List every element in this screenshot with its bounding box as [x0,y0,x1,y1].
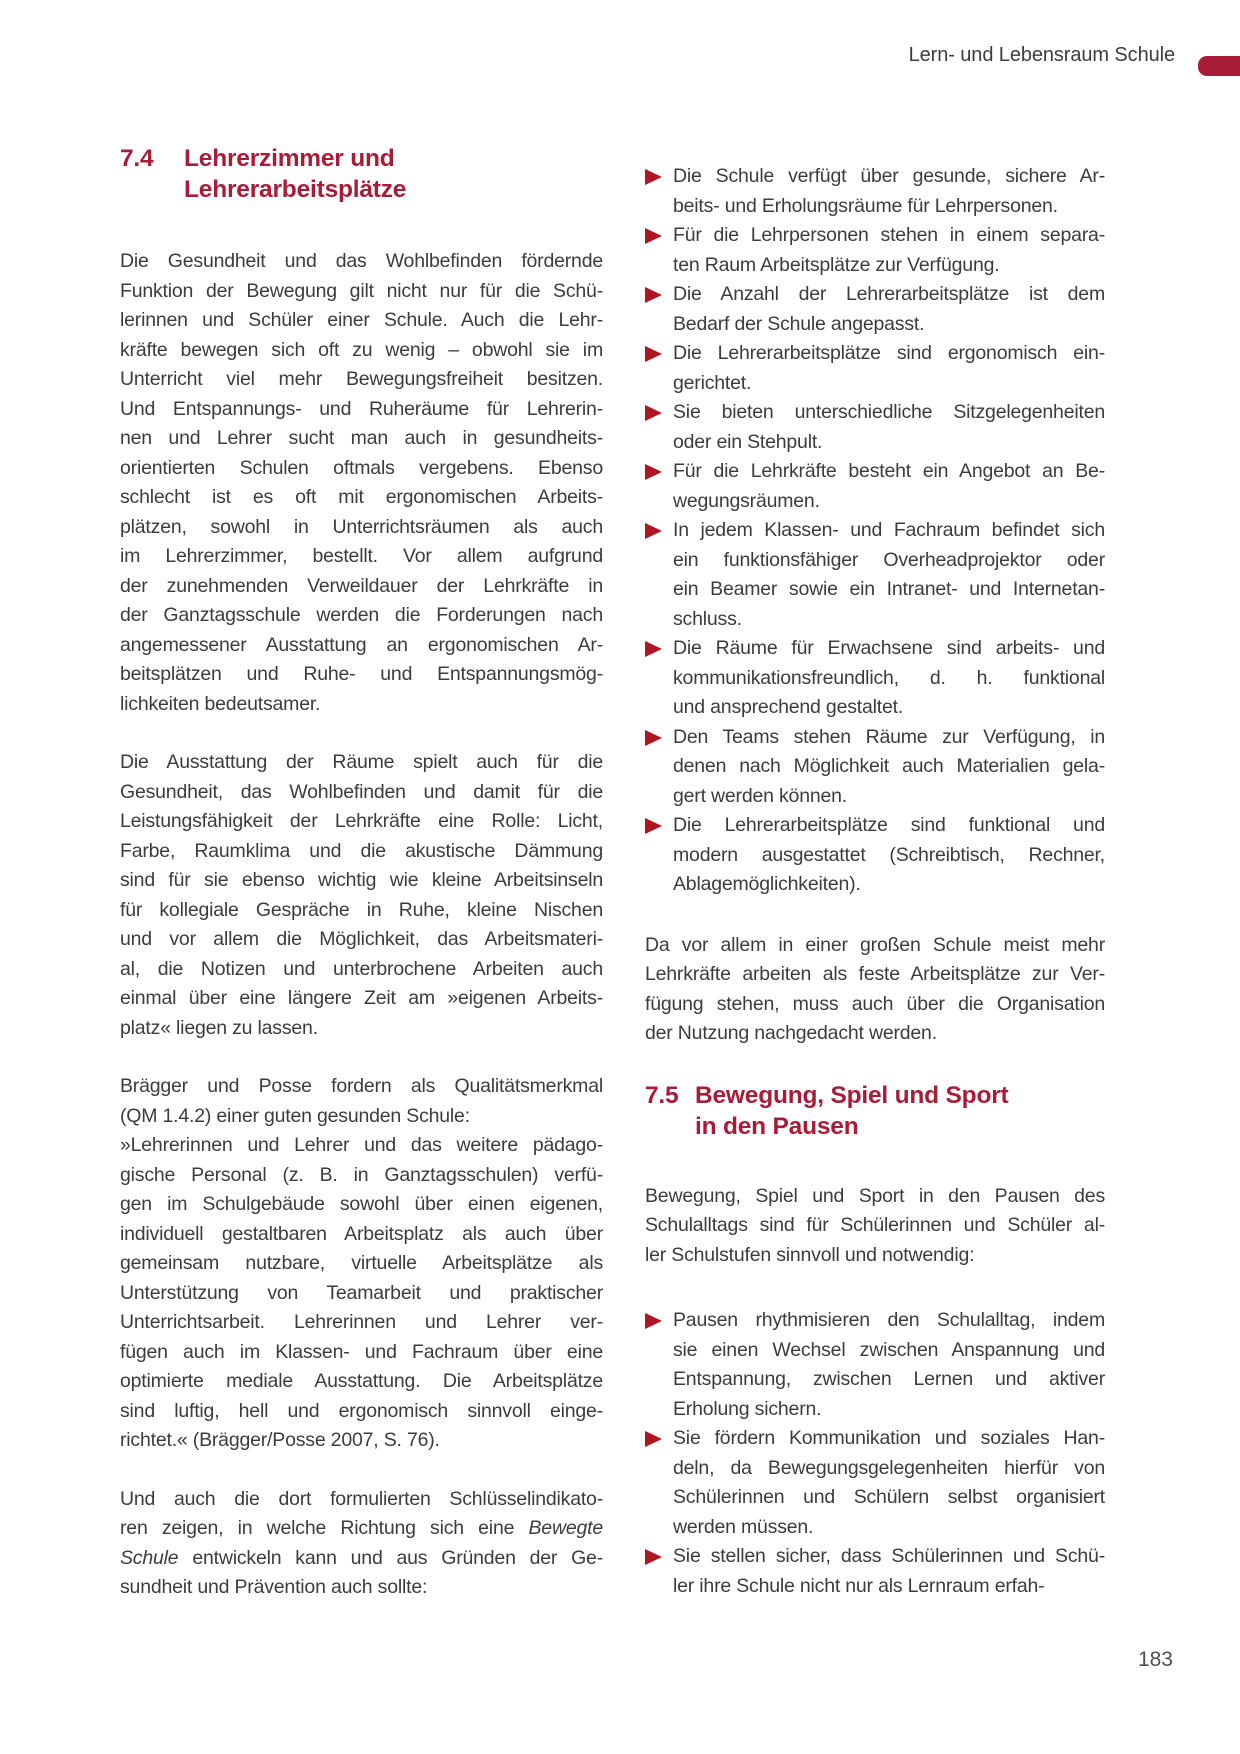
text-line: Entspannung, zwischen Lernen und aktiver [673,1368,1105,1390]
text-line: Für die Lehrpersonen stehen in einem separa- [673,224,1105,246]
text-line: ren zeigen, in welche Richtung sich eine Bewegte [120,1517,603,1539]
text-line: fügen auch im Klassen- und Fachraum über eine [120,1340,603,1363]
right-column [645,162,1105,1601]
section-number: 7.5 [645,1081,679,1109]
text-line: Bedarf der Schule angepasst. [673,312,925,335]
bullet-triangle-icon [645,1549,662,1565]
text-line: sind luftig, hell und ergonomisch sinnvoll einge- [120,1399,603,1422]
text-line: Die Gesundheit und das Wohlbefinden fördernde [120,250,603,272]
text-line: und vor allem die Möglichkeit, das Arbeitsmateri- [120,928,603,950]
text-line: wegungsräumen. [673,489,820,512]
text-line: In jedem Klassen- und Fachraum befindet sich [673,519,1105,541]
list-item-text [673,221,1105,280]
text-line: schlecht ist es oft mit ergonomischen Arbeits- [120,486,603,508]
list-item [645,723,1105,812]
list-item-text [673,1424,1105,1542]
bullet-triangle-icon [645,730,662,746]
text-line: al, die Notizen und unterbrochene Arbeiten auch [120,957,603,980]
bullet-triangle-icon [645,1313,662,1329]
left-column [120,143,603,1632]
text-line: ein funktionsfähiger Overheadprojektor oder [673,548,1105,571]
list-item [645,457,1105,516]
text-line: Unterstützung von Teamarbeit und praktischer [120,1281,603,1304]
bullet-triangle-icon [645,405,662,421]
text-line: ten Raum Arbeitsplätze zur Verfügung. [673,253,1000,276]
list-item-text [673,280,1105,339]
text-line: Pausen rhythmisieren den Schulalltag, indem [673,1309,1105,1331]
text-line: gemeinsam nutzbare, virtuelle Arbeitsplätze als [120,1252,603,1274]
text-line: ler Schulstufen sinnvoll und notwendig: [645,1243,975,1266]
list-item-text [673,339,1105,398]
text-line: denen nach Möglichkeit auch Materialien gela- [673,755,1105,777]
text-line: Ablagemöglichkeiten). [673,873,861,895]
list-item-text [673,457,1105,516]
bullet-triangle-icon [645,523,662,539]
text-line: und ansprechend gestaltet. [673,696,904,718]
section-title-line: in den Pausen [695,1112,859,1140]
text-line: im Lehrerzimmer, bestellt. Vor allem aufgrund [120,545,603,567]
body-paragraph [645,931,1105,1049]
list-item-text [673,162,1105,221]
text-line: gerichtet. [673,371,752,394]
text-line: beitsplätzen und Ruhe- und Entspannungsmög- [120,663,603,685]
text-line: der zunehmenden Verweildauer der Lehrkräfte in [120,574,603,597]
text-line: Sie stellen sicher, dass Schülerinnen und Schü- [673,1545,1105,1567]
text-line: Die Schule verfügt über gesunde, sichere Ar- [673,165,1105,187]
list-item [645,516,1105,634]
section-number: 7.4 [120,145,154,172]
text-line: ler ihre Schule nicht nur als Lernraum erfah- [673,1574,1045,1597]
section-title [695,1080,1009,1142]
chapter-tab-marker [1198,56,1240,76]
list-item [645,811,1105,900]
list-item [645,1424,1105,1542]
list-item [645,280,1105,339]
text-line: orientierten Schulen oftmals vergebens. Ebenso [120,456,603,479]
text-line: Schülerinnen und Schülern selbst organisiert [673,1486,1105,1508]
bullet-triangle-icon [645,464,662,480]
text-line: richtet.« (Brägger/Posse 2007, S. 76). [120,1429,440,1451]
bullet-triangle-icon [645,169,662,185]
text-line: plätzen, sowohl in Unterrichtsräumen als auch [120,515,603,538]
text-line: Funktion der Bewegung gilt nicht nur für die Schü- [120,279,603,302]
list-item [645,221,1105,280]
body-paragraph [120,1485,603,1603]
list-item [645,339,1105,398]
text-line: Und auch die dort formulierten Schlüsselindikato- [120,1487,603,1510]
text-line: nen und Lehrer sucht man auch in gesundheits- [120,427,603,449]
text-line: kräfte bewegen sich oft zu wenig – obwohl sie im [120,338,603,361]
list-item-text [673,516,1105,634]
list-item-text [673,1542,1105,1601]
text-line: Unterrichtsarbeit. Lehrerinnen und Lehrer ver- [120,1311,603,1333]
list-item [645,162,1105,221]
section-title [184,143,406,205]
text-line: Schulalltags sind für Schülerinnen und Schüler al- [645,1214,1105,1236]
text-line: Unterricht viel mehr Bewegungsfreiheit besitzen. [120,368,603,390]
text-line: Die Lehrerarbeitsplätze sind ergonomisch ein- [673,342,1105,364]
text-line: sundheit und Prävention auch sollte: [120,1576,428,1598]
text-line: Sie bieten unterschiedliche Sitzgelegenheiten [673,401,1105,423]
bullet-triangle-icon [645,346,662,362]
text-line: der Nutzung nachgedacht werden. [645,1022,937,1044]
list-item [645,1542,1105,1601]
text-line: gert werden können. [673,784,847,807]
text-line: Die Lehrerarbeitsplätze sind funktional und [673,814,1105,836]
text-line: Da vor allem in einer großen Schule meist mehr [645,933,1105,956]
bullet-triangle-icon [645,228,662,244]
list-item-text [673,634,1105,723]
text-line: für kollegiale Gespräche in Ruhe, kleine Nischen [120,898,603,921]
text-line: Schule entwickeln kann und aus Gründen der Ge- [120,1546,603,1569]
text-line: »Lehrerinnen und Lehrer und das weitere pädago- [120,1134,603,1156]
text-line: angemessener Ausstattung an ergonomischen Ar- [120,633,603,656]
text-line: Brägger und Posse fordern als Qualitätsmerkmal [120,1075,603,1097]
list-item-text [673,723,1105,812]
text-line: platz« liegen zu lassen. [120,1016,318,1039]
text-line: sie einen Wechsel zwischen Anspannung und [673,1338,1105,1361]
text-line: Lehrkräfte arbeiten als feste Arbeitsplätze zur Ver- [645,963,1105,985]
text-line: beits- und Erholungsräume für Lehrpersonen. [673,194,1058,217]
section-title-line: Bewegung, Spiel und Sport [695,1081,1009,1109]
text-line: Die Räume für Erwachsene sind arbeits- und [673,637,1105,659]
text-line: Gesundheit, das Wohlbefinden und damit für die [120,780,603,803]
list-item [645,1306,1105,1424]
text-line: lichkeiten bedeutsamer. [120,692,321,715]
body-paragraph [120,748,603,1043]
text-line: der Ganztagsschule werden die Forderungen nach [120,604,603,626]
text-line: einmal über eine längere Zeit am »eigenen Arbeits- [120,987,603,1009]
text-line: Erholung sichern. [673,1397,822,1420]
section-title-line: Lehrerarbeitsplätze [184,176,407,203]
text-line: Bewegung, Spiel und Sport in den Pausen des [645,1184,1105,1207]
text-line: fügung stehen, muss auch über die Organisation [645,992,1105,1015]
text-line: Sie fördern Kommunikation und soziales Han- [673,1427,1105,1449]
text-line: deln, da Bewegungsgelegenheiten hierfür von [673,1456,1105,1479]
text-line: oder ein Stehpult. [673,430,823,453]
text-line: sind für sie ebenso wichtig wie kleine Arbeitsinseln [120,869,603,891]
running-header: Lern- und Lebensraum Schule [908,44,1175,66]
text-line: gische Personal (z. B. in Ganztagsschulen) verfü- [120,1163,603,1186]
body-paragraph [120,247,603,719]
text-line: kommunikationsfreundlich, d. h. funktional [673,666,1105,689]
list-item [645,398,1105,457]
body-paragraph [120,1072,603,1456]
bullet-triangle-icon [645,818,662,834]
text-line: (QM 1.4.2) einer guten gesunden Schule: [120,1104,470,1127]
bullet-triangle-icon [645,641,662,657]
bullet-triangle-icon [645,287,662,303]
text-line: Leistungsfähigkeit der Lehrkräfte eine Rolle: Licht, [120,810,603,832]
section-7-5-heading [645,1080,1105,1142]
text-line: individuell gestaltbaren Arbeitsplatz als auch über [120,1222,603,1245]
text-line: lerinnen und Schüler einer Schule. Auch die Lehr- [120,309,603,331]
list-item-text [673,811,1105,900]
bullet-triangle-icon [645,1431,662,1447]
text-line: modern ausgestattet (Schreibtisch, Rechner, [673,843,1105,866]
text-line: gen im Schulgebäude sowohl über einen eigenen, [120,1193,603,1215]
text-line: werden müssen. [673,1515,814,1538]
section-title-line: Lehrerzimmer und [184,145,395,172]
list-item-text [673,398,1105,457]
text-line: ein Beamer sowie ein Intranet- und Internetan- [673,578,1105,600]
text-line: Die Anzahl der Lehrerarbeitsplätze ist dem [673,283,1105,305]
list-item [645,634,1105,723]
text-line: schluss. [673,607,742,630]
bullet-list-7-5 [645,1306,1105,1601]
text-line: Farbe, Raumklima und die akustische Dämmung [120,839,603,862]
text-line: Die Ausstattung der Räume spielt auch für die [120,751,603,773]
text-line: Den Teams stehen Räume zur Verfügung, in [673,725,1105,748]
body-paragraph [645,1182,1105,1271]
text-line: Für die Lehrkräfte besteht ein Angebot an Be- [673,460,1105,482]
bullet-list-7-4 [645,162,1105,900]
list-item-text [673,1306,1105,1424]
text-line: optimierte mediale Ausstattung. Die Arbeitsplätze [120,1370,603,1392]
page-number: 183 [1137,1648,1173,1671]
text-line: Und Entspannungs- und Ruheräume für Lehrerin- [120,397,603,420]
section-7-4-heading [120,143,603,205]
